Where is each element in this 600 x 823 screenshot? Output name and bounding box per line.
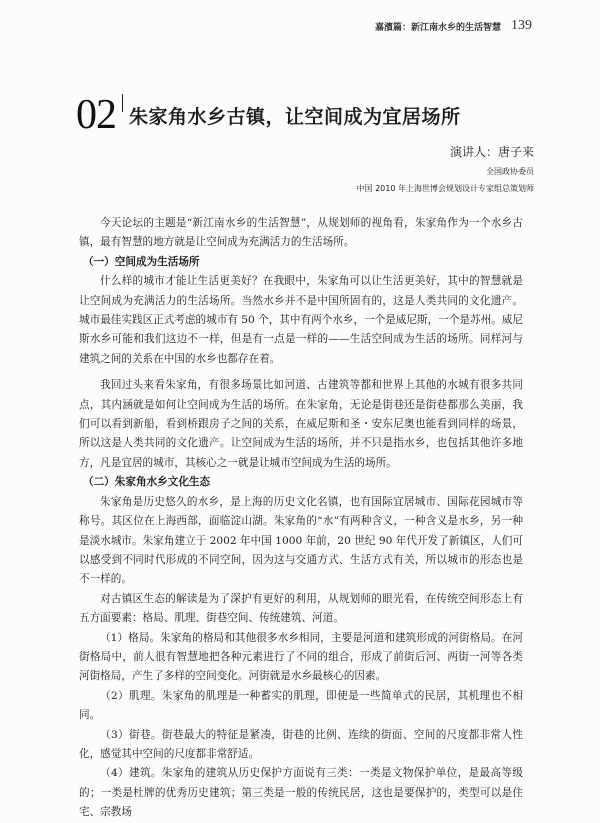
chapter-number: 02 bbox=[76, 92, 116, 138]
running-header bbox=[375, 18, 532, 34]
paragraph: （2）肌理。朱家角的肌理是一种蓄实的肌理，即使是一些简单式的民居，其机理也不相同。 bbox=[79, 689, 523, 722]
article-body bbox=[79, 214, 523, 823]
paragraph: （4）建筑。朱家角的建筑从历史保护方面说有三类：一类是文物保护单位，是最高等级的；一类是杜牌的优秀历史建筑；第三类是一般的传统民居，这也是要保护的，类型可以是住宅、宗教场 bbox=[79, 767, 523, 819]
chapter-title: 朱家角水乡古镇，让空间成为宜居场所 bbox=[129, 106, 461, 128]
speaker-affiliation-2: 中国 2010 年上海世博会规划设计专家组总策划师 bbox=[356, 184, 534, 193]
speaker-affiliation-1: 全国政协委员 bbox=[486, 167, 534, 176]
section-1-heading: （一）空间成为生活场所 bbox=[83, 255, 200, 268]
running-title: 嘉濱篇：新江南水乡的生活智慧 bbox=[374, 22, 501, 33]
chapter-heading bbox=[76, 94, 461, 136]
paragraph: 朱家角是历史悠久的水乡，是上海的历史文化名镇，也有国际宜居城市、国际花园城市等称号。其区位在上海西部，面临淀山湖。朱家角的“水”有两种含义，一种含义是水乡，另一种是淡水城市。朱家角建立于 2002 年中国 1000 年前，20 世纪 90 年代开发了新镇区，人们可以感受到不同时代形成的不同空间，因为这与交通方式、生活方式有关，所以城市的形态也是不一样的。 bbox=[79, 495, 523, 586]
page-number: 139 bbox=[511, 18, 532, 33]
chapter-divider bbox=[122, 94, 123, 112]
paragraph: 对古镇区生态的解读是为了深护有更好的利用，从规划师的眼光看，在传统空间形态上有五方面要素：格局、肌理、街巷空间、传统建筑、河道。 bbox=[79, 592, 523, 625]
speaker-line: 演讲人：唐子来 bbox=[449, 145, 534, 159]
intro-paragraph: 今天论坛的主题是“新江南水乡的生活智慧”，从规划师的视角看，朱家角作为一个水乡古镇，最有智慧的地方就是让空间成为充满活力的生活场所。 bbox=[79, 217, 523, 249]
section-2-heading: （二）朱家角水乡文化生态 bbox=[83, 476, 211, 489]
paragraph: 什么样的城市才能让生活更美好？在我眼中，朱家角可以让生活更美好，其中的智慧就是让空间成为充满活力的生活场所。当然水乡并不是中国所固有的，这是人类共同的文化遗产。城市最佳实践区正式考虑的城市有 50 个，其中有两个水乡，一个是威尼斯，一个是苏州。威尼斯水乡可能和我们这边不一样，但是有一点是一样的——生活空间成为生活的场所。同样河与建筑之间的关系在中国的水乡也都存在着。 bbox=[79, 275, 523, 365]
paragraph: （3）街巷。街巷最大的特征是紧凑，街巷的比例、连续的街面、空间的尺度都非常人性化，感觉其中空间的尺度都非常舒适。 bbox=[79, 728, 523, 760]
paragraph: （1）格局。朱家角的格局和其他很多水乡相同，主要是河道和建筑形成的河街格局。在河街格局中，前人很有智慧地把各种元素进行了不同的组合，形成了前街后河、两街一河等各类河街格局，产生了多样的空间变化。河街就是水乡最核心的因素。 bbox=[79, 631, 523, 683]
paragraph: 我回过头来看朱家角，有很多场景比如河道、古建筑等都和世界上其他的水城有很多共同点，其内涵就是如何让空间成为生活的场所。在朱家角，无论是街巷还是街巷都那么美丽，我们可以看到新船，看到桥跟房子之间的关系，在威尼斯和圣・安东尼奥也能看到同样的场景，所以这是人类共同的文化遗产。让空间成为生活的场所，并不只是指水乡，也包括其他许多地方，凡是宜居的城市，其核心之一就是让城市空间成为生活的场所。 bbox=[79, 379, 523, 469]
